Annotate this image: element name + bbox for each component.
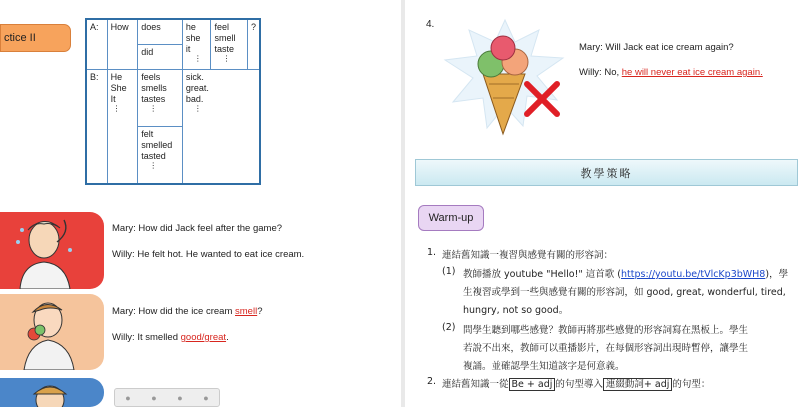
scroll-dot-icon[interactable]: ● — [125, 392, 131, 403]
warm-up-label: Warm-up — [428, 212, 474, 224]
ellipsis: ⋮ — [193, 104, 202, 113]
ellipsis: ⋮ — [222, 54, 231, 63]
step1b-line1: 問學生聽到哪些感覺？教師再將那些感覺的形容詞寫在黑板上。學生 — [463, 325, 749, 336]
table-word: she — [185, 33, 201, 43]
table-word: tastes — [141, 94, 166, 104]
eating-boy-icon — [0, 294, 104, 370]
dialog1-question: Mary: How did Jack feel after the game? — [112, 223, 283, 234]
table-word: feel — [214, 22, 229, 32]
table-word: smell — [214, 33, 236, 43]
boy-head-icon — [0, 378, 104, 407]
pronouns-a-cell — [182, 19, 211, 70]
step1a-line2: 生複習或學到一些與感覺有關的形容詞，如 good, great, wonderful, tired, — [463, 287, 786, 298]
scroll-dot-icon[interactable]: ● — [151, 392, 157, 403]
step1b-number: (2) — [442, 322, 456, 333]
grammar-table — [85, 18, 261, 185]
ice-cream-icon — [439, 18, 571, 140]
youtube-link[interactable]: https://youtu.be/tVlcKp3bWH8 — [621, 269, 766, 280]
ellipsis: ⋮ — [112, 104, 121, 113]
ice-cream-illustration — [439, 18, 571, 140]
hot-boy-illustration — [0, 212, 104, 289]
step2-prefix: 連結舊知識一從 — [442, 379, 509, 390]
table-row — [86, 19, 260, 45]
row-a-label: A: — [86, 19, 107, 70]
step1b-line2: 若說不出來，教師可以重播影片，在每個形容詞出現時暫停，讓學生 — [463, 343, 749, 354]
page-scroll-control[interactable] — [114, 388, 220, 407]
dialog1-answer: Willy: He felt hot. He wanted to eat ice cream. — [112, 249, 305, 260]
does-cell: does — [138, 19, 183, 45]
practice-tab-label: ctice II — [4, 32, 36, 44]
table-row — [86, 70, 260, 127]
did-cell: did — [138, 45, 183, 70]
table-word: smells — [141, 83, 167, 93]
step2-number: 2. — [427, 376, 437, 387]
ellipsis: ⋮ — [149, 161, 158, 170]
table-word: It — [110, 94, 116, 104]
step2-suffix: 的句型： — [672, 379, 711, 390]
table-word: feels — [141, 72, 161, 82]
table-word: felt — [141, 129, 154, 139]
pronouns-b-cell — [107, 70, 138, 185]
item-number: 4. — [426, 19, 435, 30]
step1a-number: (1) — [442, 266, 456, 277]
step1-text: 連結舊知識一複習與感覺有關的形容詞： — [442, 250, 614, 261]
table-word: taste — [214, 44, 234, 54]
table-word: it — [185, 44, 191, 54]
dialog2-answer-suffix: . — [226, 332, 229, 343]
eating-boy-illustration — [0, 294, 104, 370]
be-adj-box: Be + adj — [509, 378, 556, 391]
dialog2-answer-prefix: Willy: It smelled — [112, 332, 181, 343]
table-word: sick. — [185, 72, 204, 82]
teaching-strategy-header — [415, 159, 798, 186]
highlight-never-again: he will never eat ice cream again. — [621, 67, 763, 78]
verbs-a-cell — [211, 19, 248, 70]
step2-text — [442, 376, 710, 390]
dialog2-question-prefix: Mary: How did the ice cream — [112, 306, 236, 317]
hot-boy-icon — [0, 212, 104, 289]
table-word: tasted — [141, 151, 166, 161]
verbs-b-present-cell — [138, 70, 183, 127]
table-word: She — [110, 83, 127, 93]
step1a-line1 — [463, 266, 788, 280]
adjectives-cell — [182, 70, 260, 185]
highlight-good-great: good/great — [180, 332, 227, 343]
table-word: bad. — [185, 94, 204, 104]
table-word: great. — [185, 83, 209, 93]
dialog4-answer — [579, 67, 763, 78]
question-mark-cell: ? — [247, 19, 260, 70]
step1a-line1-prefix: 教師播放 youtube "Hello!" 這首歌 ( — [463, 269, 621, 280]
dialog2-answer — [112, 332, 229, 343]
dialog4-question: Mary: Will Jack eat ice cream again? — [579, 42, 734, 53]
warm-up-badge — [418, 205, 484, 231]
linking-verb-adj-box: 連綴動詞+ adj — [603, 378, 672, 391]
verbs-b-past-cell — [138, 127, 183, 185]
dialog2-question-suffix: ? — [257, 306, 263, 317]
ellipsis: ⋮ — [149, 104, 158, 113]
table-word: he — [185, 22, 196, 32]
table-word: smelled — [141, 140, 173, 150]
scroll-dot-icon[interactable]: ● — [203, 392, 209, 403]
third-illustration — [0, 378, 104, 407]
dialog2-question — [112, 306, 262, 317]
highlight-smell: smell — [235, 306, 258, 317]
right-page — [405, 0, 800, 407]
step1a-line1-suffix: )，學 — [765, 269, 789, 280]
step1b-line3: 複誦。並確認學生知道該字是何意義。 — [463, 361, 625, 372]
step1-number: 1. — [427, 247, 437, 258]
strategy-title: 教學策略 — [580, 166, 633, 180]
table-word: He — [110, 72, 123, 82]
scroll-dot-icon[interactable]: ● — [177, 392, 183, 403]
dialog4-answer-prefix: Willy: No, — [579, 67, 622, 78]
step1a-line3: hungry, not so good。 — [463, 305, 569, 316]
row-b-label: B: — [86, 70, 107, 185]
step2-mid: 的句型導入 — [555, 379, 603, 390]
how-cell: How — [107, 19, 138, 70]
practice-tab — [0, 24, 71, 52]
ellipsis: ⋮ — [193, 54, 202, 63]
